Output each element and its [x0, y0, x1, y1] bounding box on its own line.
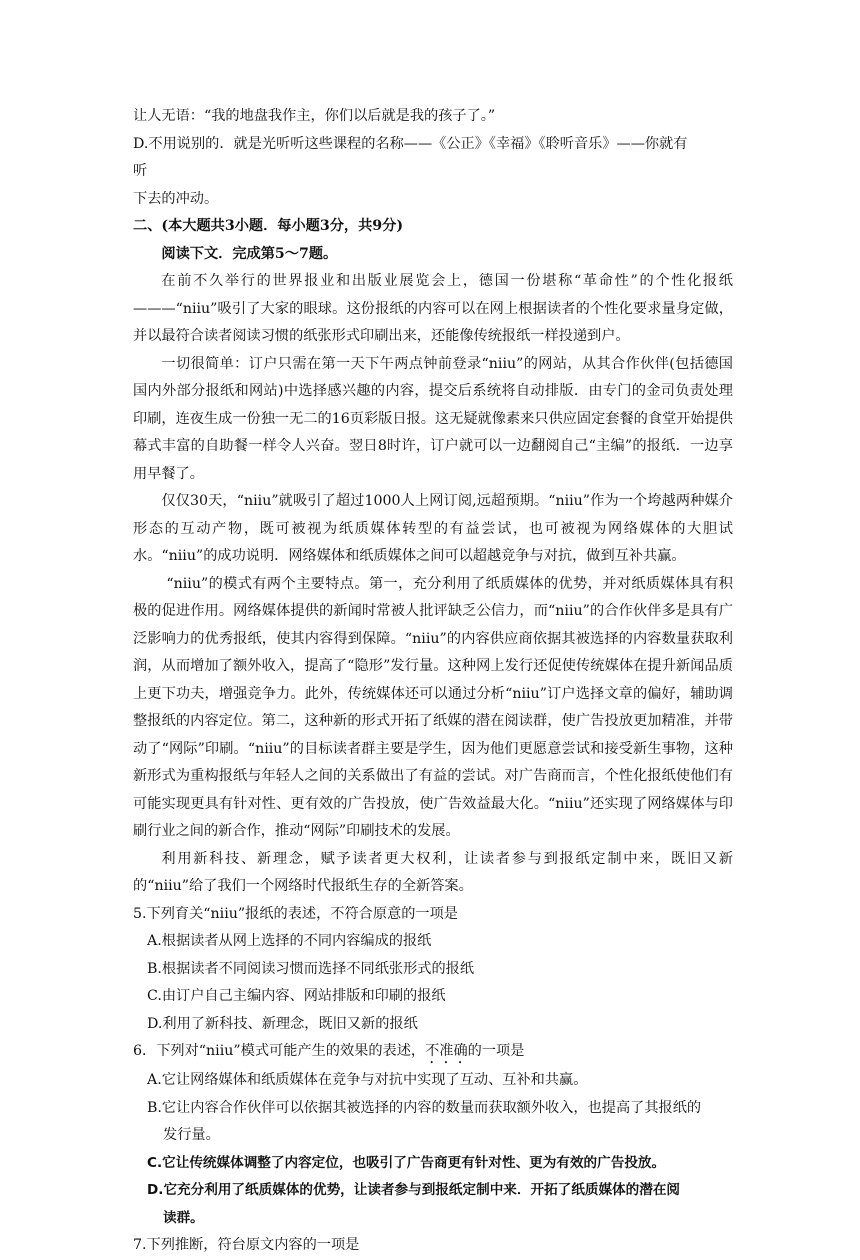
- question-6-stem-post: 的一项是: [467, 1043, 525, 1059]
- question-6-option-d-line1: D.它充分利用了纸质媒体的优势，让读者参与到报纸定制中来．开拓了纸质媒体的潜在阅: [147, 1182, 681, 1198]
- question-6-option-d-line2: 读群。: [163, 1209, 204, 1226]
- question-5-option-b: B.根据读者不同阅读习惯而选择不同纸张形式的报纸: [147, 960, 475, 977]
- question-6-stem-emphasis: 不准确: [425, 1043, 468, 1059]
- question-6-option-b: [133, 1095, 733, 1150]
- prev-option-d-line2: 听: [133, 163, 148, 179]
- passage-paragraph-1: 在前不久举行的世界报业和出版业展览会上，德国一份堪称“革命性”的个性化报纸———“niiu”吸引了大家的眼球。这份报纸的内容可以在网上根据读者的个性化要求量身定做，并以最符合读者阅读习惯的纸张形式印刷出来，还能像传统报纸一样投递到户。: [133, 273, 733, 344]
- question-5-option-a: A.根据读者从网上选择的不同内容编成的报纸: [147, 933, 432, 949]
- question-5-stem: 5.下列育关“niiu”报纸的表述，不符合原意的一项是: [133, 905, 458, 922]
- question-5-option-d: D.利用了新科技、新理念，既旧又新的报纸: [147, 1015, 418, 1032]
- section-instruction: 阅读下文．完成第5～7题。: [161, 245, 338, 262]
- prev-option-c-tail: 让人无语：“我的地盘我作主，你们以后就是我的孩子了。”: [133, 108, 496, 124]
- question-6-option-b-line1: B.它让内容合作伙伴可以依据其被选择的内容的数量而获取额外收入，也提高了其报纸的: [147, 1099, 702, 1116]
- question-6-stem: [133, 1038, 733, 1067]
- question-7-stem: 7.下列推断，符台原文内容的一项是: [133, 1237, 360, 1253]
- passage-paragraph-2: 一切很简单：订户只需在第一天下午两点钟前登录“niiu”的网站，从其合作伙伴(包括德国国内外部分报纸和网站)中选择感兴趣的内容，提交后系统将自动排版．由专门的金司负责处理印刷，连夜生成一份独一无二的16页彩版日报。这无疑就像素来只供应固定套餐的食堂开始提供幕式丰富的自助餐一样令人兴奋。翌日8时许，订户就可以一边翻阅自己“主编”的报纸．一边享用早餐了。: [133, 355, 733, 482]
- question-6-option-d: [133, 1177, 733, 1232]
- prev-option-d-line3: 下去的冲动。: [133, 190, 219, 207]
- page-content: [133, 103, 733, 1260]
- passage-paragraph-3: 仅仅30天，“niiu”就吸引了超过1000人上网订阅,远超预期。“niiu”作为一个垮越两种媒介形态的互动产物，既可被视为纸质媒体转型的有益尝试，也可被视为网络媒体的大胆试水。“niiu”的成功说明．网络媒体和纸质媒体之间可以超越竞争与对抗，做到互补共赢。: [133, 493, 733, 564]
- question-6-option-c: C.它让传统媒体调整了内容定位，也吸引了广告商更有针对性、更为有效的广告投放。: [147, 1154, 666, 1171]
- prev-option-d-line1: D.不用说别的．就是光听听这些课程的名称——《公正》《幸福》《聆听音乐》——你就有: [133, 135, 688, 152]
- question-6-option-b-line2: 发行量。: [163, 1127, 220, 1143]
- passage-paragraph-5: 利用新科技、新理念，赋予读者更大权利，让读者参与到报纸定制中来，既旧又新的“niiu”给了我们一个网络时代报纸生存的全新答案。: [133, 850, 733, 894]
- question-5-option-c: C.由订户自己主编内容、网站排版和印刷的报纸: [147, 988, 446, 1004]
- section-heading: 二、(本大题共3小题．每小题3分，共9分): [133, 218, 404, 234]
- question-6-stem-pre: 6．下列对“niiu”模式可能产生的效果的表述，: [133, 1043, 426, 1059]
- question-6-option-a: A.它让网络媒体和纸质媒体在竞争与对抗中实现了互动、互补和共赢。: [147, 1072, 588, 1088]
- passage-paragraph-4: “niiu”的模式有两个主要特点。第一，充分利用了纸质媒体的优势，并对纸质媒体具有积极的促进作用。网络媒体提供的新闻时常被人批评缺乏公信力，而“niiu”的合作伙伴多是具有广泛影响力的优秀报纸，使其内容得到保障。“niiu”的内容供应商依据其被选择的内容数量获取利润，从而增加了额外收入，提高了“隐形”发行量。这种网上发行还促使传统媒体在提升新闻品质上更下功夫，增强竞争力。此外，传统媒体还可以通过分析“niiu”订户选择文章的偏好，辅助调整报纸的内容定位。第二，这种新的形式开拓了纸媒的潜在阅读群，使广告投放更加精准，并带动了“网际”印刷。“niiu”的目标读者群主要是学生，因为他们更愿意尝试和接受新生事物，这种新形式为重构报纸与年轻人之间的关系做出了有益的尝试。对广告商而言，个性化报纸使他们有可能实现更具有针对性、更有效的广告投放，使广告效益最大化。“niiu”还实现了网络媒体与印刷行业之间的新合作，推动“网际”印刷技术的发展。: [133, 575, 733, 839]
